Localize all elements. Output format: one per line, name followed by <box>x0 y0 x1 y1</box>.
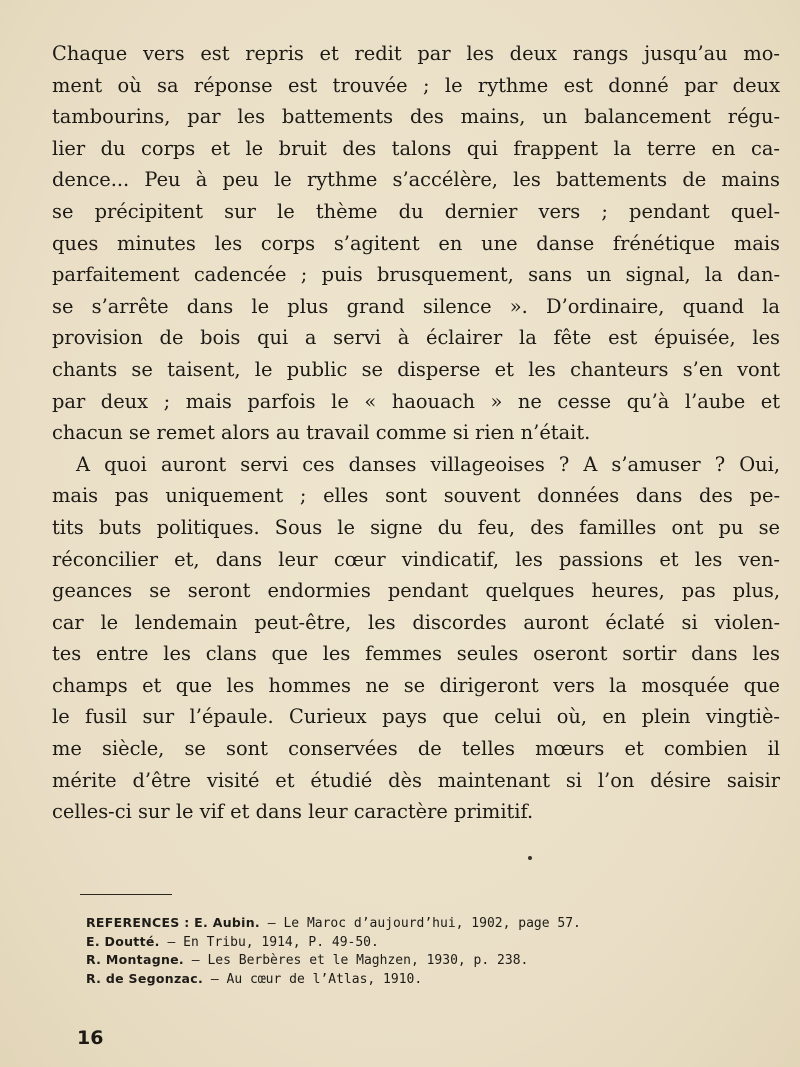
page-number: 16 <box>77 1027 104 1049</box>
text-line: se précipitent sur le thème du dernier vers ; pendant quel- <box>52 199 780 223</box>
text-line: le fusil sur l’épaule. Curieux pays que celui où, en plein vingtiè- <box>52 705 780 729</box>
text-line: dence... Peu à peu le rythme s’accélère, les battements de mains <box>52 168 780 192</box>
text-line: tes entre les clans que les femmes seules oseront sortir dans les <box>52 642 780 666</box>
reference-details: — Au cœur de l’Atlas, 1910. <box>203 971 423 987</box>
text-line: champs et que les hommes ne se dirigeront vers la mosquée que <box>52 673 780 697</box>
text-line: Chaque vers est repris et redit par les deux rangs jusqu’au mo- <box>52 42 780 65</box>
text-line: lier du corps et le bruit des talons qui frappent la terre en ca- <box>52 136 780 160</box>
text-line: mais pas uniquement ; elles sont souvent données dans des pe- <box>52 484 780 508</box>
ink-speck <box>528 856 532 860</box>
reference-details: — En Tribu, 1914, P. 49-50. <box>159 934 379 950</box>
text-line: tambourins, par les battements des mains, un balancement régu- <box>52 105 780 129</box>
text-line: par deux ; mais parfois le « haouach » ne cesse qu’à l’aube et <box>52 389 780 413</box>
text-line: geances se seront endormies pendant quelques heures, pas plus, <box>52 579 780 603</box>
reference-author: R. Montagne. <box>86 952 184 967</box>
body-text <box>52 38 780 828</box>
text-line: tits buts politiques. Sous le signe du feu, des familles ont pu se <box>52 515 780 539</box>
reference-author: R. de Segonzac. <box>86 970 204 986</box>
reference-author: REFERENCES : E. Aubin. <box>86 915 260 930</box>
paragraph-end-line: chacun se remet alors au travail comme si rien n’était. <box>52 421 591 445</box>
text-line: ment où sa réponse est trouvée ; le rythme est donné par deux <box>52 73 780 97</box>
text-line: parfaitement cadencée ; puis brusquement, sans un signal, la dan- <box>52 263 780 287</box>
reference-author: E. Doutté. <box>86 933 160 949</box>
reference-entry <box>86 970 746 989</box>
reference-entry <box>86 951 746 970</box>
reference-entry <box>86 933 746 952</box>
text-line: mérite d’être visité et étudié dès maintenant si l’on désire saisir <box>52 768 780 792</box>
reference-details: — Le Maroc d’aujourd’hui, 1902, page 57. <box>259 916 581 931</box>
references-list <box>86 914 746 988</box>
reference-entry <box>86 914 746 933</box>
paragraph-end-line: celles-ci sur le vif et dans leur caractère primitif. <box>52 800 534 824</box>
text-line: réconcilier et, dans leur cœur vindicatif, les passions et les ven- <box>52 547 780 571</box>
text-line: me siècle, se sont conservées de telles mœurs et combien il <box>52 737 780 761</box>
text-line: chants se taisent, le public se disperse et les chanteurs s’en vont <box>52 357 780 381</box>
paragraph-start-line: A quoi auront servi ces danses villageoises ? A s’amuser ? Oui, <box>76 452 780 476</box>
text-line: se s’arrête dans le plus grand silence ». D’ordinaire, quand la <box>52 294 780 318</box>
text-line: provision de bois qui a servi à éclairer la fête est épuisée, les <box>52 326 780 350</box>
text-line: ques minutes les corps s’agitent en une danse frénétique mais <box>52 231 780 255</box>
footnote-rule <box>80 894 172 895</box>
text-line: car le lendemain peut-être, les discordes auront éclaté si violen- <box>52 610 780 634</box>
reference-details: — Les Berbères et le Maghzen, 1930, p. 238. <box>183 953 529 968</box>
